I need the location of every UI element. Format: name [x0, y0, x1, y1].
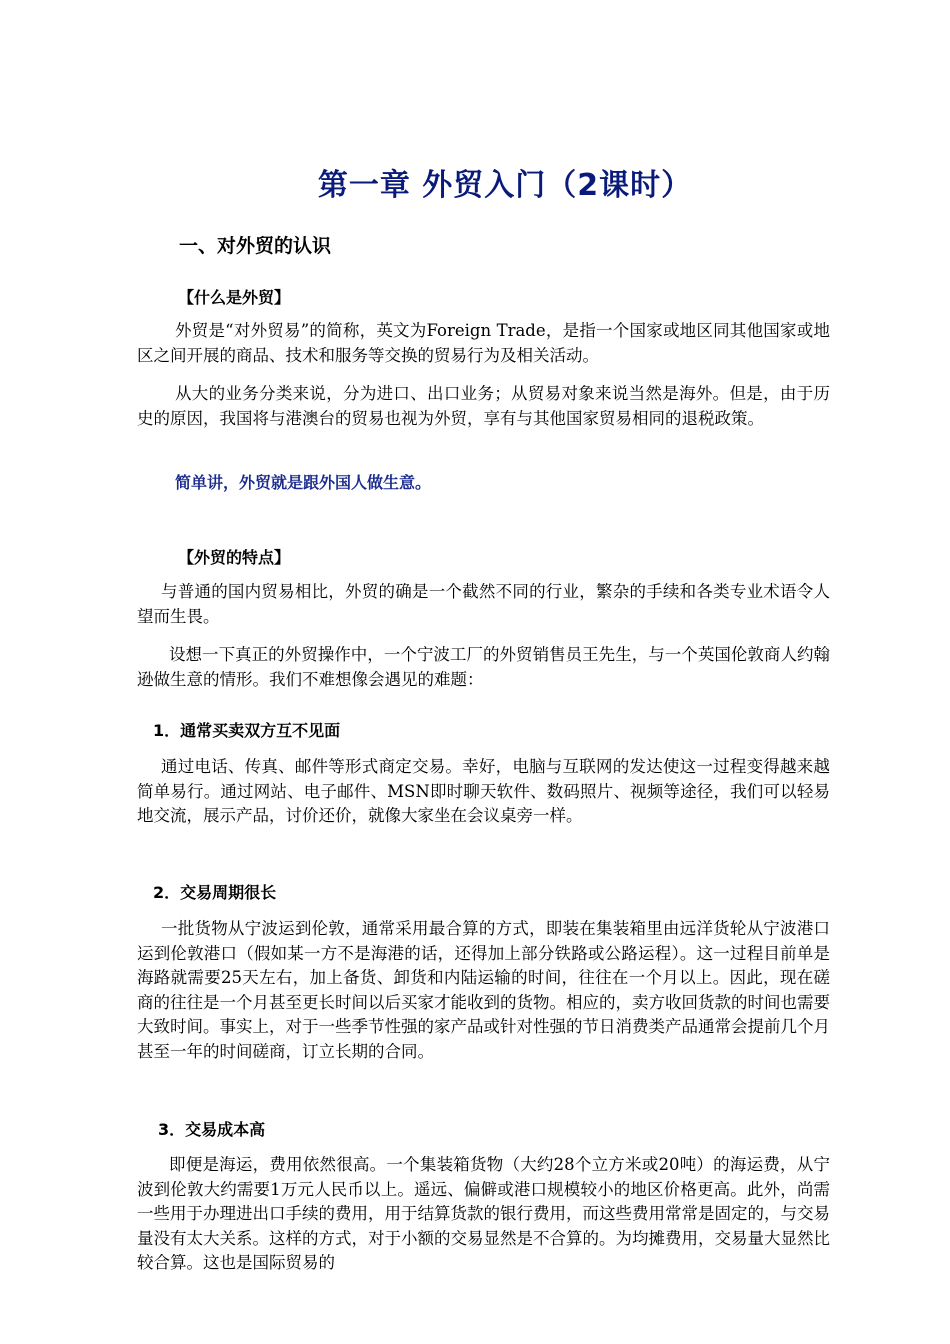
- paragraph-scenario: 设想一下真正的外贸操作中，一个宁波工厂的外贸销售员王先生，与一个英国伦敦商人约翰逊做生意的情形。我们不难想像会遇见的难题：: [137, 645, 830, 689]
- summary-statement: 简单讲，外贸就是跟外国人做生意。: [175, 473, 432, 492]
- item-text-3: 即便是海运，费用依然很高。一个集装箱货物（大约28个立方米或20吨）的海运费，从宁波到伦敦大约需要1万元人民币以上。遥远、偏僻或港口规模较小的地区价格更高。此外，尚需一些用于办理进出口手续的费用，用于结算货款的银行费用，而这些费用常常是固定的，与交易量没有太大关系。这样的方式，对于小额的交易显然是不合算的。为均摊费用，交易量大显然比较合算。这也是国际贸易的: [137, 1155, 830, 1272]
- subsection-heading-features: 【外贸的特点】: [178, 548, 291, 567]
- paragraph-definition: 外贸是“对外贸易”的简称，英文为Foreign Trade，是指一个国家或地区同其他国家或地区之间开展的商品、技术和服务等交换的贸易行为及相关活动。: [137, 321, 830, 365]
- item-heading-2: 2．交易周期很长: [153, 883, 277, 902]
- item-text-2: 一批货物从宁波运到伦敦，通常采用最合算的方式，即装在集装箱里由远洋货轮从宁波港口运到伦敦港口（假如某一方不是海港的话，还得加上部分铁路或公路运程）。这一过程目前单是海路就需要25天左右，加上备货、卸货和内陆运输的时间，往往在一个月以上。因此，现在磋商的往往是一个月甚至更长时间以后买家才能收到的货物。相应的，卖方收回货款的时间也需要大致时间。事实上，对于一些季节性强的家产品或针对性强的节日消费类产品通常会提前几个月甚至一年的时间磋商，订立长期的合同。: [137, 919, 830, 1061]
- section-heading: 一、对外贸的认识: [179, 235, 332, 257]
- paragraph-classification: 从大的业务分类来说，分为进口、出口业务；从贸易对象来说当然是海外。但是，由于历史的原因，我国将与港澳台的贸易也视为外贸，享有与其他国家贸易相同的退税政策。: [137, 384, 830, 428]
- subsection-heading-what: 【什么是外贸】: [178, 288, 291, 307]
- paragraph-features-intro: 与普通的国内贸易相比，外贸的确是一个截然不同的行业，繁杂的手续和各类专业术语令人望而生畏。: [137, 582, 830, 626]
- item-heading-1: 1．通常买卖双方互不见面: [153, 721, 341, 740]
- item-heading-3: 3．交易成本高: [158, 1120, 266, 1139]
- item-text-1: 通过电话、传真、邮件等形式商定交易。幸好，电脑与互联网的发达使这一过程变得越来越简单易行。通过网站、电子邮件、MSN即时聊天软件、数码照片、视频等途径，我们可以轻易地交流，展示产品，讨价还价，就像大家坐在会议桌旁一样。: [137, 757, 830, 825]
- chapter-title: 第一章 外贸入门（2课时）: [317, 168, 693, 203]
